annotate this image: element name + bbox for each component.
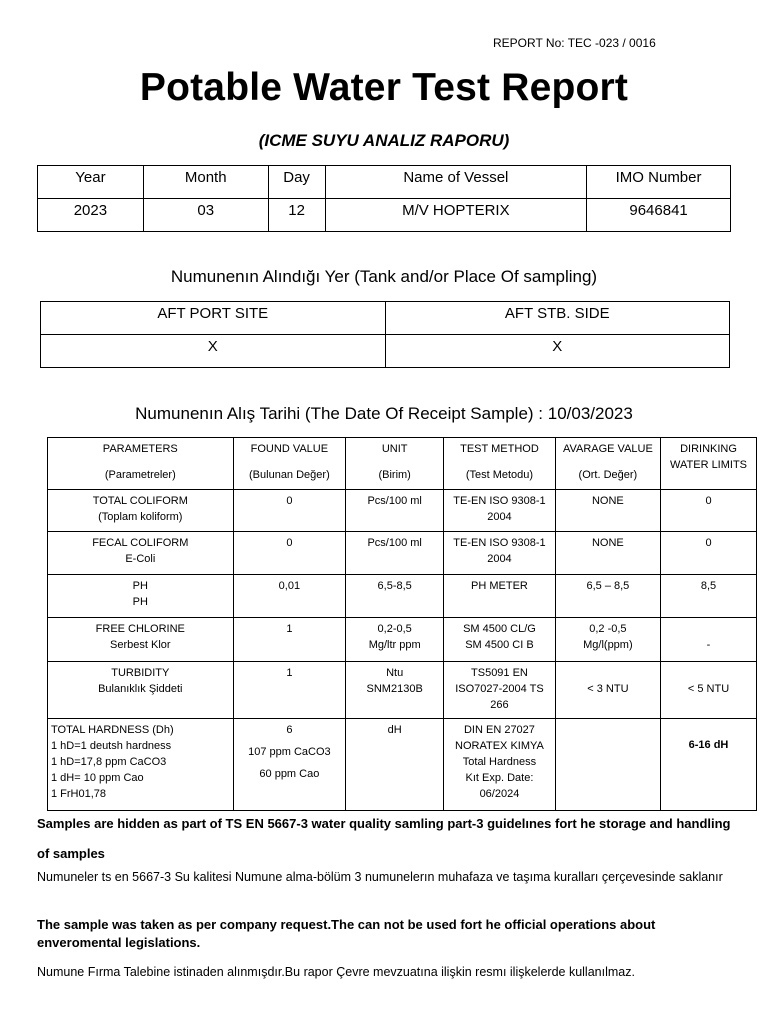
value-month: 03 <box>143 199 268 232</box>
header-day: Day <box>268 166 325 199</box>
header-parameters: PARAMETERS (Parametreler) <box>48 438 234 490</box>
header-found-value: FOUND VALUE (Bulunan Değer) <box>233 438 346 490</box>
params-header-row <box>48 438 757 490</box>
storage-note-tr: Numuneler ts en 5667-3 Su kalitesi Numune alma-bölüm 3 numunelerın muhafaza ve taşıma kuralları çerçevesinde saklanır <box>37 870 723 884</box>
sampling-place-table <box>40 301 730 368</box>
average-value: 0,2 -0,5 Mg/l(ppm) <box>555 618 660 662</box>
header-unit: UNIT (Birim) <box>346 438 444 490</box>
table-row <box>48 618 757 662</box>
sampling-place-heading: Numunenın Alındığı Yer (Tank and/or Place Of sampling) <box>170 267 598 286</box>
found-value: 1 <box>233 618 346 662</box>
value-day: 12 <box>268 199 325 232</box>
limit-value: 8,5 <box>661 575 757 618</box>
header-test-method: TEST METHOD (Test Metodu) <box>444 438 556 490</box>
request-note-tr: Numune Fırma Talebine istinaden alınmışdır.Bu rapor Çevre mevzuatına ilişkin resmı ilişkelerde kullanılmaz. <box>37 965 635 979</box>
page-subtitle: (ICME SUYU ANALIZ RAPORU) <box>258 131 510 150</box>
found-value: 1 <box>233 662 346 719</box>
test-method: PH METER <box>444 575 556 618</box>
table-row <box>48 490 757 532</box>
header-month: Month <box>143 166 268 199</box>
limit-value: < 5 NTU <box>661 662 757 719</box>
header-drinking-limits: DIRINKING WATER LIMITS <box>661 438 757 490</box>
unit: 6,5-8,5 <box>346 575 444 618</box>
value-aft-stb: X <box>385 335 730 368</box>
average-value: 6,5 – 8,5 <box>555 575 660 618</box>
value-imo-number: 9646841 <box>587 199 731 232</box>
unit: Pcs/100 ml <box>346 490 444 532</box>
param-name: FREE CHLORINE Serbest Klor <box>48 618 234 662</box>
header-year: Year <box>38 166 144 199</box>
unit: dH <box>346 719 444 811</box>
vessel-value-row <box>38 199 731 232</box>
value-aft-port: X <box>41 335 386 368</box>
place-value-row <box>41 335 730 368</box>
receipt-date-heading: Numunenın Alış Tarihi (The Date Of Receipt Sample) : 10/03/2023 <box>135 404 633 423</box>
found-value: 0,01 <box>233 575 346 618</box>
value-vessel-name: M/V HOPTERIX <box>325 199 587 232</box>
average-value <box>555 719 660 811</box>
found-value: 0 <box>233 490 346 532</box>
header-aft-stb: AFT STB. SIDE <box>385 302 730 335</box>
found-value: 6 107 ppm CaCO3 60 ppm Cao <box>233 719 346 811</box>
unit: Pcs/100 ml <box>346 532 444 575</box>
header-imo-number: IMO Number <box>587 166 731 199</box>
report-number: REPORT No: TEC -023 / 0016 <box>493 36 656 50</box>
parameters-table <box>47 437 757 811</box>
vessel-info-table <box>37 165 731 232</box>
value-year: 2023 <box>38 199 144 232</box>
header-aft-port: AFT PORT SITE <box>41 302 386 335</box>
param-name: TOTAL COLIFORM (Toplam koliform) <box>48 490 234 532</box>
limit-value: 0 <box>661 490 757 532</box>
average-value: < 3 NTU <box>555 662 660 719</box>
table-row-hardness <box>48 719 757 811</box>
vessel-header-row <box>38 166 731 199</box>
page-title: Potable Water Test Report <box>139 66 629 109</box>
test-method: DIN EN 27027 NORATEX KIMYA Total Hardness Kıt Exp. Date: 06/2024 <box>444 719 556 811</box>
request-note-en: The sample was taken as per company request.The can not be used fort he official operations about enveromental legislations. <box>37 917 656 950</box>
average-value: NONE <box>555 490 660 532</box>
test-method: TE-EN ISO 9308-1 2004 <box>444 490 556 532</box>
storage-note-en: Samples are hidden as part of TS EN 5667-3 water quality samling part-3 guidelınes fort he storage and handling of samples <box>37 816 731 861</box>
average-value: NONE <box>555 532 660 575</box>
header-vessel-name: Name of Vessel <box>325 166 587 199</box>
unit: Ntu SNM2130B <box>346 662 444 719</box>
limit-value: 0 <box>661 532 757 575</box>
place-header-row <box>41 302 730 335</box>
param-name: TOTAL HARDNESS (Dh) 1 hD=1 deutsh hardness 1 hD=17,8 ppm CaCO3 1 dH= 10 ppm Cao 1 FrH01,78 <box>48 719 234 811</box>
param-name: TURBIDITY Bulanıklık Şiddeti <box>48 662 234 719</box>
param-name: PH PH <box>48 575 234 618</box>
test-method: TE-EN ISO 9308-1 2004 <box>444 532 556 575</box>
test-method: TS5091 EN ISO7027-2004 TS 266 <box>444 662 556 719</box>
table-row <box>48 532 757 575</box>
table-row <box>48 662 757 719</box>
table-row <box>48 575 757 618</box>
limit-value: - <box>661 618 757 662</box>
limit-value: 6-16 dH <box>661 719 757 811</box>
test-method: SM 4500 CL/G SM 4500 CI B <box>444 618 556 662</box>
found-value: 0 <box>233 532 346 575</box>
header-average-value: AVARAGE VALUE (Ort. Değer) <box>555 438 660 490</box>
unit: 0,2-0,5 Mg/ltr ppm <box>346 618 444 662</box>
param-name: FECAL COLIFORM E-Coli <box>48 532 234 575</box>
